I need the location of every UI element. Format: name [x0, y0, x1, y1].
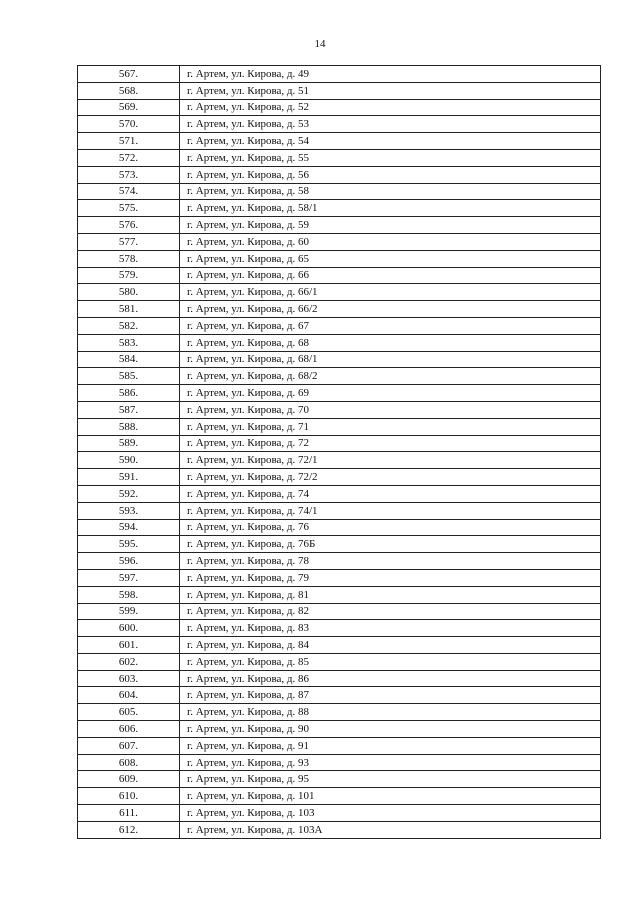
row-address: г. Артем, ул. Кирова, д. 56	[180, 166, 601, 183]
row-address: г. Артем, ул. Кирова, д. 91	[180, 737, 601, 754]
row-number: 567.	[78, 66, 180, 83]
row-address: г. Артем, ул. Кирова, д. 54	[180, 133, 601, 150]
row-address: г. Артем, ул. Кирова, д. 74	[180, 485, 601, 502]
row-number: 581.	[78, 301, 180, 318]
row-number: 587.	[78, 401, 180, 418]
row-address: г. Артем, ул. Кирова, д. 68/2	[180, 368, 601, 385]
row-address: г. Артем, ул. Кирова, д. 72/2	[180, 469, 601, 486]
row-address: г. Артем, ул. Кирова, д. 68	[180, 334, 601, 351]
row-address: г. Артем, ул. Кирова, д. 82	[180, 603, 601, 620]
row-address: г. Артем, ул. Кирова, д. 53	[180, 116, 601, 133]
row-address: г. Артем, ул. Кирова, д. 84	[180, 637, 601, 654]
row-number: 578.	[78, 250, 180, 267]
table-row	[78, 99, 601, 116]
table-row	[78, 351, 601, 368]
row-number: 574.	[78, 183, 180, 200]
row-number: 609.	[78, 771, 180, 788]
row-address: г. Артем, ул. Кирова, д. 74/1	[180, 502, 601, 519]
row-address: г. Артем, ул. Кирова, д. 71	[180, 418, 601, 435]
table-row	[78, 217, 601, 234]
table-row	[78, 637, 601, 654]
row-address: г. Артем, ул. Кирова, д. 72	[180, 435, 601, 452]
row-number: 576.	[78, 217, 180, 234]
row-address: г. Артем, ул. Кирова, д. 76Б	[180, 536, 601, 553]
table-row	[78, 469, 601, 486]
row-number: 568.	[78, 82, 180, 99]
row-number: 597.	[78, 569, 180, 586]
table-row	[78, 737, 601, 754]
table-row	[78, 754, 601, 771]
row-number: 592.	[78, 485, 180, 502]
row-number: 610.	[78, 788, 180, 805]
table-row	[78, 821, 601, 838]
row-number: 593.	[78, 502, 180, 519]
table-row	[78, 721, 601, 738]
row-number: 577.	[78, 233, 180, 250]
table-row	[78, 452, 601, 469]
row-address: г. Артем, ул. Кирова, д. 65	[180, 250, 601, 267]
table-row	[78, 704, 601, 721]
table-row	[78, 502, 601, 519]
table-row	[78, 284, 601, 301]
row-number: 579.	[78, 267, 180, 284]
row-number: 601.	[78, 637, 180, 654]
table-row	[78, 317, 601, 334]
table-row	[78, 183, 601, 200]
table-row	[78, 620, 601, 637]
row-number: 595.	[78, 536, 180, 553]
row-number: 594.	[78, 519, 180, 536]
row-number: 603.	[78, 670, 180, 687]
row-number: 590.	[78, 452, 180, 469]
row-number: 602.	[78, 653, 180, 670]
table-row	[78, 553, 601, 570]
table-row	[78, 788, 601, 805]
row-address: г. Артем, ул. Кирова, д. 59	[180, 217, 601, 234]
table-row	[78, 334, 601, 351]
row-number: 608.	[78, 754, 180, 771]
row-number: 570.	[78, 116, 180, 133]
row-address: г. Артем, ул. Кирова, д. 93	[180, 754, 601, 771]
table-row	[78, 82, 601, 99]
table-row	[78, 116, 601, 133]
row-number: 585.	[78, 368, 180, 385]
row-address: г. Артем, ул. Кирова, д. 78	[180, 553, 601, 570]
table-row	[78, 519, 601, 536]
row-number: 607.	[78, 737, 180, 754]
row-number: 573.	[78, 166, 180, 183]
row-number: 605.	[78, 704, 180, 721]
table-row	[78, 401, 601, 418]
row-address: г. Артем, ул. Кирова, д. 101	[180, 788, 601, 805]
table-row	[78, 133, 601, 150]
address-table-body	[78, 66, 601, 839]
row-address: г. Артем, ул. Кирова, д. 72/1	[180, 452, 601, 469]
row-address: г. Артем, ул. Кирова, д. 69	[180, 385, 601, 402]
row-address: г. Артем, ул. Кирова, д. 55	[180, 149, 601, 166]
table-row	[78, 233, 601, 250]
address-table	[77, 65, 601, 839]
row-address: г. Артем, ул. Кирова, д. 51	[180, 82, 601, 99]
row-address: г. Артем, ул. Кирова, д. 58/1	[180, 200, 601, 217]
table-row	[78, 435, 601, 452]
row-address: г. Артем, ул. Кирова, д. 103	[180, 805, 601, 822]
table-row	[78, 485, 601, 502]
row-address: г. Артем, ул. Кирова, д. 86	[180, 670, 601, 687]
table-row	[78, 569, 601, 586]
row-address: г. Артем, ул. Кирова, д. 68/1	[180, 351, 601, 368]
table-row	[78, 301, 601, 318]
row-number: 606.	[78, 721, 180, 738]
row-address: г. Артем, ул. Кирова, д. 60	[180, 233, 601, 250]
row-number: 584.	[78, 351, 180, 368]
row-address: г. Артем, ул. Кирова, д. 87	[180, 687, 601, 704]
row-address: г. Артем, ул. Кирова, д. 58	[180, 183, 601, 200]
row-number: 583.	[78, 334, 180, 351]
row-number: 611.	[78, 805, 180, 822]
row-address: г. Артем, ул. Кирова, д. 81	[180, 586, 601, 603]
row-address: г. Артем, ул. Кирова, д. 83	[180, 620, 601, 637]
row-number: 588.	[78, 418, 180, 435]
table-row	[78, 267, 601, 284]
table-row	[78, 586, 601, 603]
row-number: 598.	[78, 586, 180, 603]
table-row	[78, 166, 601, 183]
row-number: 600.	[78, 620, 180, 637]
table-row	[78, 418, 601, 435]
table-row	[78, 670, 601, 687]
table-row	[78, 687, 601, 704]
row-number: 612.	[78, 821, 180, 838]
table-row	[78, 603, 601, 620]
row-number: 569.	[78, 99, 180, 116]
table-row	[78, 66, 601, 83]
row-number: 575.	[78, 200, 180, 217]
table-row	[78, 536, 601, 553]
row-number: 586.	[78, 385, 180, 402]
row-number: 591.	[78, 469, 180, 486]
row-number: 572.	[78, 149, 180, 166]
table-row	[78, 385, 601, 402]
row-address: г. Артем, ул. Кирова, д. 88	[180, 704, 601, 721]
row-address: г. Артем, ул. Кирова, д. 49	[180, 66, 601, 83]
row-address: г. Артем, ул. Кирова, д. 90	[180, 721, 601, 738]
table-row	[78, 200, 601, 217]
row-number: 596.	[78, 553, 180, 570]
row-number: 582.	[78, 317, 180, 334]
row-address: г. Артем, ул. Кирова, д. 66	[180, 267, 601, 284]
row-address: г. Артем, ул. Кирова, д. 66/1	[180, 284, 601, 301]
page-number: 14	[314, 38, 326, 50]
row-number: 604.	[78, 687, 180, 704]
row-address: г. Артем, ул. Кирова, д. 95	[180, 771, 601, 788]
row-number: 589.	[78, 435, 180, 452]
table-row	[78, 250, 601, 267]
row-address: г. Артем, ул. Кирова, д. 79	[180, 569, 601, 586]
row-number: 580.	[78, 284, 180, 301]
row-address: г. Артем, ул. Кирова, д. 66/2	[180, 301, 601, 318]
row-address: г. Артем, ул. Кирова, д. 76	[180, 519, 601, 536]
table-row	[78, 368, 601, 385]
row-address: г. Артем, ул. Кирова, д. 52	[180, 99, 601, 116]
row-address: г. Артем, ул. Кирова, д. 67	[180, 317, 601, 334]
row-address: г. Артем, ул. Кирова, д. 70	[180, 401, 601, 418]
row-address: г. Артем, ул. Кирова, д. 85	[180, 653, 601, 670]
row-address: г. Артем, ул. Кирова, д. 103А	[180, 821, 601, 838]
table-row	[78, 149, 601, 166]
table-row	[78, 653, 601, 670]
row-number: 571.	[78, 133, 180, 150]
table-row	[78, 771, 601, 788]
row-number: 599.	[78, 603, 180, 620]
table-row	[78, 805, 601, 822]
